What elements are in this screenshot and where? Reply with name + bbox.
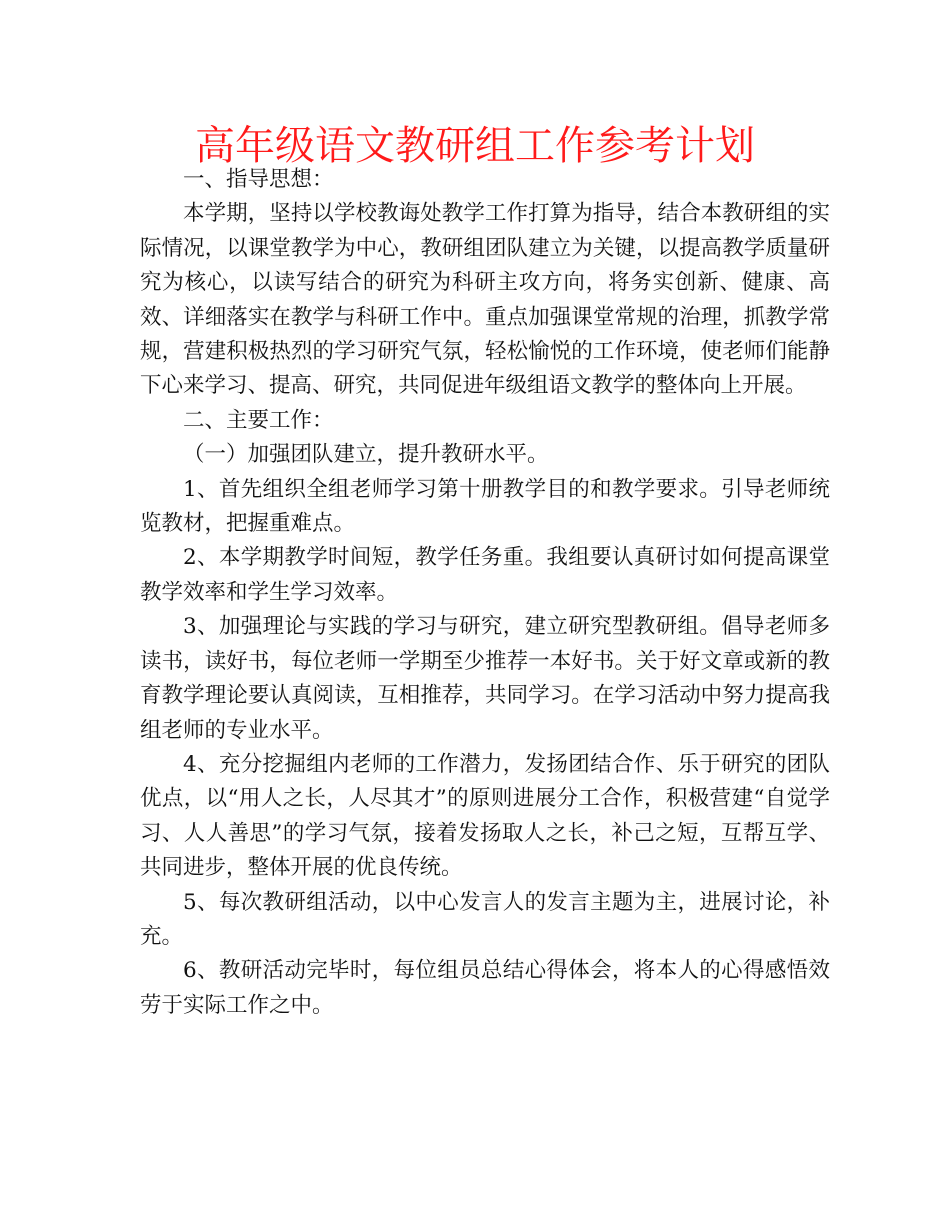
subsection-heading-team-building: （一）加强团队建立，提升教研水平。	[183, 442, 549, 468]
document-title: 高年级语文教研组工作参考计划	[195, 123, 755, 169]
document-body	[140, 163, 830, 1023]
section-heading-main-work: 二、主要工作：	[183, 407, 334, 433]
list-item-2: 2、本学期教学时间短，教学任务重。我组要认真研讨如何提高课堂教学效率和学生学习效率。	[140, 545, 830, 605]
list-item-4: 4、充分挖掘组内老师的工作潜力，发扬团结合作、乐于研究的团队优点，以“用人之长，人尽其才”的原则进展分工合作，积极营建“自觉学习、人人善思”的学习气氛，接着发扬取人之长，补己之短，互帮互学、共同进步，整体开展的优良传统。	[140, 751, 830, 881]
paragraph-guiding-ideology: 本学期，坚持以学校教诲处教学工作打算为指导，结合本教研组的实际情况，以课堂教学为中心，教研组团队建立为关键，以提高教学质量研究为核心，以读写结合的研究为科研主攻方向，将务实创新、健康、高效、详细落实在教学与科研工作中。重点加强课堂常规的治理，抓教学常规，营建积极热烈的学习研究气氛，轻松愉悦的工作环境，使老师们能静下心来学习、提高、研究，共同促进年级组语文教学的整体向上开展。	[140, 201, 830, 399]
list-item-5: 5、每次教研组活动，以中心发言人的发言主题为主，进展讨论，补充。	[140, 889, 830, 949]
list-item-6: 6、教研活动完毕时，每位组员总结心得体会，将本人的心得感悟效劳于实际工作之中。	[140, 958, 830, 1018]
section-heading-guiding-ideology: 一、指导思想：	[183, 167, 334, 192]
list-item-3: 3、加强理论与实践的学习与研究，建立研究型教研组。倡导老师多读书，读好书，每位老师一学期至少推荐一本好书。关于好文章或新的教育教学理论要认真阅读，互相推荐，共同学习。在学习活动中努力提高我组老师的专业水平。	[140, 614, 830, 743]
list-item-1: 1、首先组织全组老师学习第十册教学目的和教学要求。引导老师统览教材，把握重难点。	[140, 476, 830, 537]
